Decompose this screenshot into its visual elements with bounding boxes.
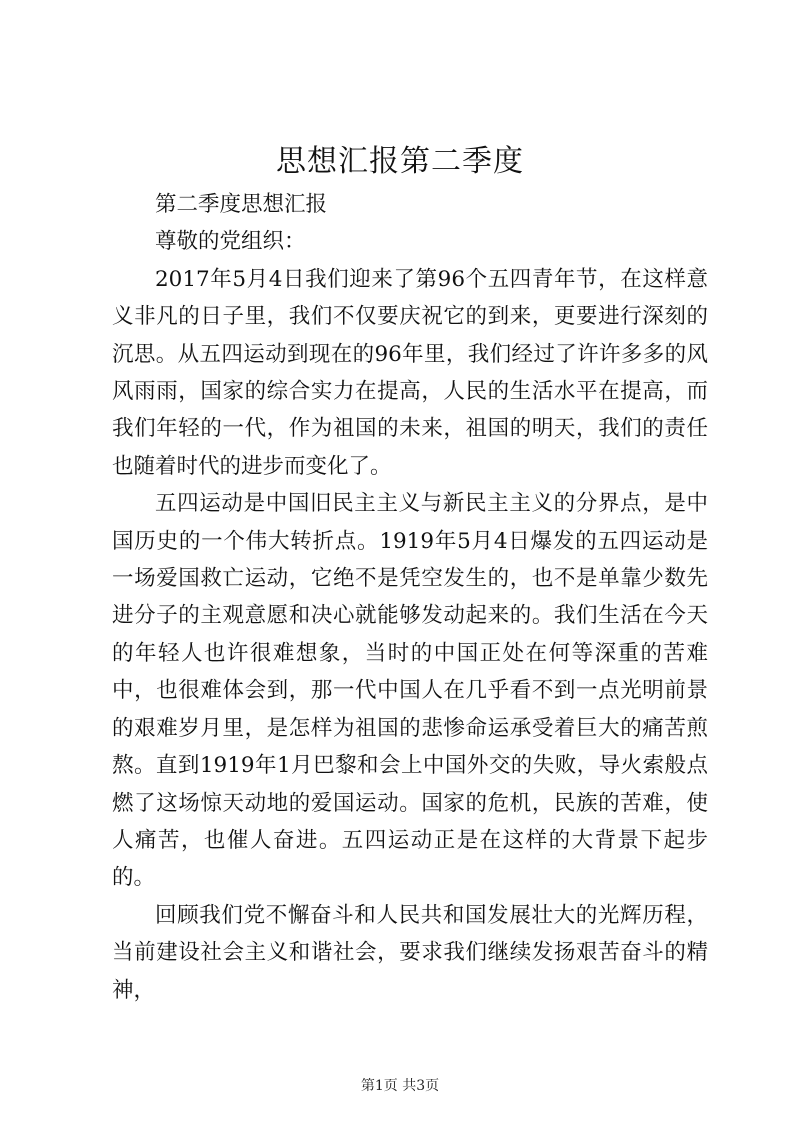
document-body: [112, 186, 708, 1009]
paragraph-1: 2017年5月4日我们迎来了第96个五四青年节，在这样意义非凡的日子里，我们不仅要庆祝它的到来，更要进行深刻的沉思。从五四运动到现在的96年里，我们经过了许许多多的风风雨雨，国家的综合实力在提高，人民的生活水平在提高，而我们年轻的一代，作为祖国的未来，祖国的明天，我们的责任也随着时代的进步而变化了。: [112, 266, 708, 479]
paragraph-subtitle: 第二季度思想汇报: [155, 192, 328, 217]
paragraph-3: 回顾我们党不懈奋斗和人民共和国发展壮大的光辉历程，当前建设社会主义和谐社会，要求我们继续发扬艰苦奋斗的精神，: [112, 902, 708, 1003]
page-number: 第1页 共3页: [360, 1078, 440, 1094]
paragraph-2: 五四运动是中国旧民主主义与新民主主义的分界点，是中国历史的一个伟大转折点。1919年5月4日爆发的五四运动是一场爱国救亡运动，它绝不是凭空发生的，也不是单靠少数先进分子的主观意愿和决心就能够发动起来的。我们生活在今天的年轻人也许很难想象，当时的中国正处在何等深重的苦难中，也很难体会到，那一代中国人在几乎看不到一点光明前景的艰难岁月里，是怎样为祖国的悲惨命运承受着巨大的痛苦煎熬。直到1919年1月巴黎和会上中国外交的失败，导火索般点燃了这场惊天动地的爱国运动。国家的危机，民族的苦难，使人痛苦，也催人奋进。五四运动正是在这样的大背景下起步的。: [112, 491, 708, 891]
paragraph-salutation: 尊敬的党组织：: [155, 229, 306, 255]
document-title: 思想汇报第二季度: [276, 144, 524, 179]
